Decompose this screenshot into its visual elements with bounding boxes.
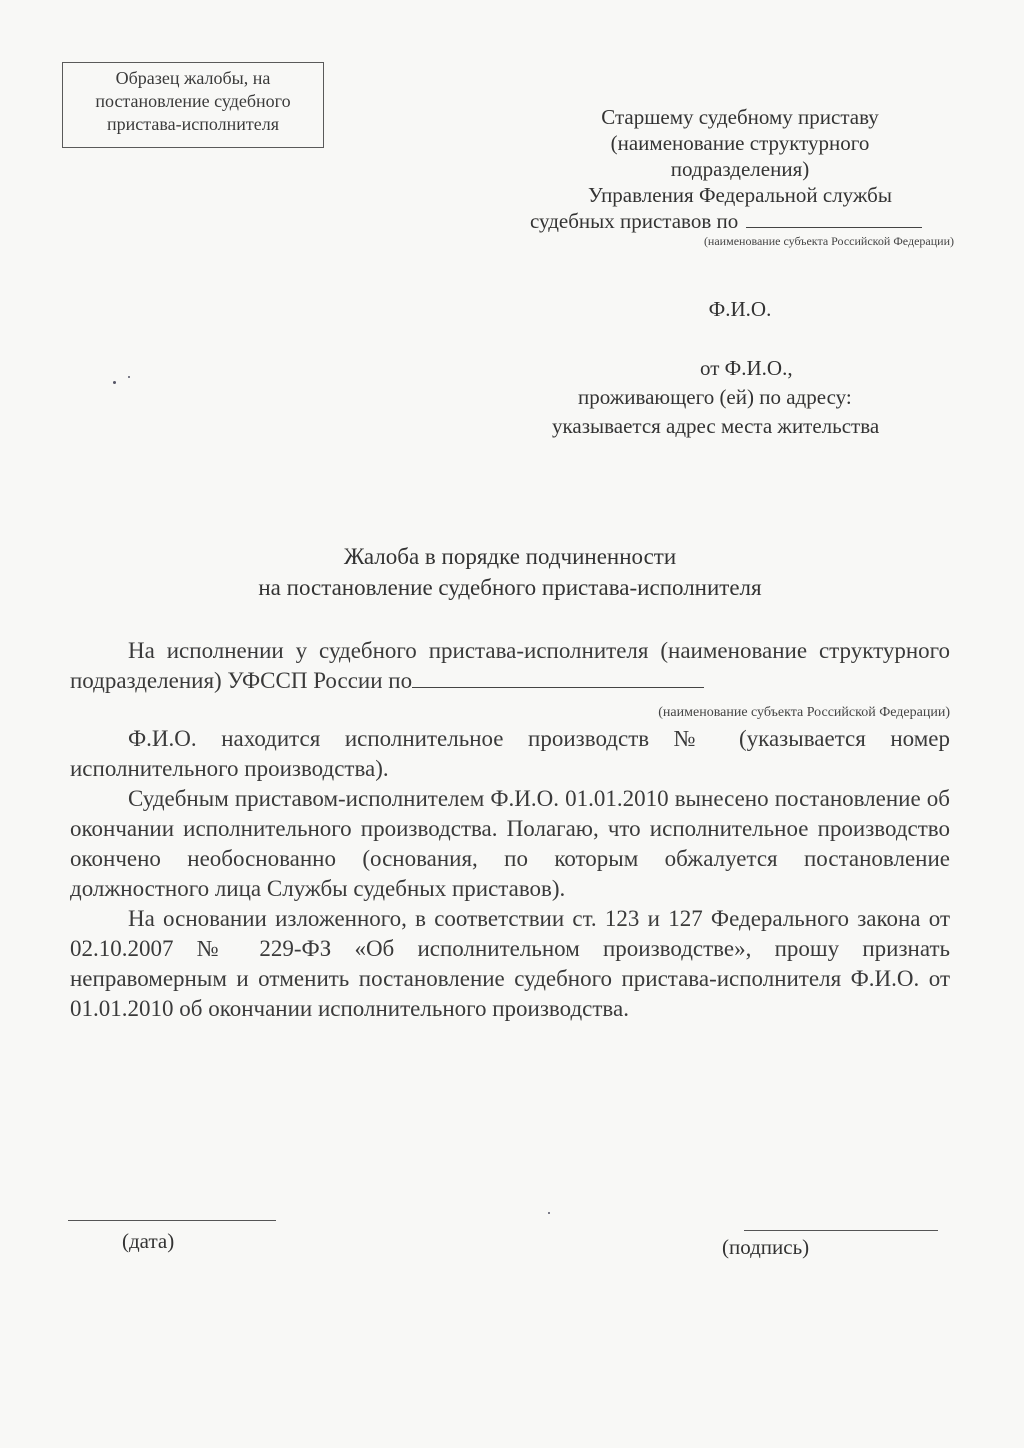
sample-label-box: [62, 62, 324, 148]
scan-speck: [548, 1212, 550, 1214]
title-line-1: Жалоба в порядке подчиненности: [343, 544, 677, 569]
addressee-line-4: Управления Федеральной службы: [588, 183, 892, 207]
paragraph-4: На основании изложенного, в соответствии ст. 123 и 127 Федерального закона от 02.10.2007 № 229-ФЗ «Об исполнительном производстве», прошу признать неправомерным и отменить постановление судебного пристава-исполнителя Ф.И.О. от 01.01.2010 об окончании исполнительного производства.: [70, 906, 950, 1021]
date-line: [68, 1220, 276, 1221]
subject-note: (наименование субъекта Российской Федерации): [658, 705, 950, 720]
sender-line-2: проживающего (ей) по адресу:: [578, 385, 852, 409]
sample-label-line-1: Образец жалобы, на: [115, 68, 271, 88]
addressee-line-5-row: [520, 208, 960, 234]
sender-line-1: от Ф.И.О.,: [700, 356, 793, 380]
paragraph-1-text: На исполнении у судебного пристава-исполнителя (наименование структурного подразделения) УФССП России по: [70, 638, 950, 693]
complaint-body: [70, 636, 950, 1024]
paragraph-2: Ф.И.О. находится исполнительное производств № (указывается номер исполнительного производства).: [70, 726, 950, 781]
scan-speck: [128, 376, 130, 378]
region-note: (наименование субъекта Российской Федерации): [703, 234, 954, 248]
sample-label-line-3: пристава-исполнителя: [107, 114, 279, 134]
addressee-block: [520, 104, 960, 248]
title-line-2: на постановление судебного пристава-исполнителя: [258, 575, 762, 600]
sender-line-3: указывается адрес места жительства: [552, 414, 880, 438]
scan-speck: [113, 381, 116, 384]
sample-label-line-2: постановление судебного: [95, 91, 291, 111]
addressee-line-2: (наименование структурного: [610, 131, 870, 155]
addressee-line-5: судебных приставов по: [530, 209, 739, 233]
signature-line: [744, 1230, 938, 1231]
officer-name: Ф.И.О.: [708, 297, 772, 321]
paragraph-3: Судебным приставом-исполнителем Ф.И.О. 01.01.2010 вынесено постановление об окончании исполнительного производства. Полагаю, что исполнительное производство окончено необоснованно (основания, по которым обжалуется постановление должностного лица Службы судебных приставов).: [70, 786, 950, 901]
addressee-line-1: Старшему судебному приставу: [601, 105, 879, 129]
sender-block: [520, 354, 960, 441]
region-blank-line: [746, 209, 922, 228]
addressee-line-3: подразделения): [670, 157, 810, 181]
subject-blank-line: [412, 667, 704, 688]
document-title: [100, 541, 920, 603]
signature-label: (подпись): [722, 1235, 810, 1259]
paragraph-1: [70, 636, 950, 696]
date-label: (дата): [122, 1229, 175, 1253]
